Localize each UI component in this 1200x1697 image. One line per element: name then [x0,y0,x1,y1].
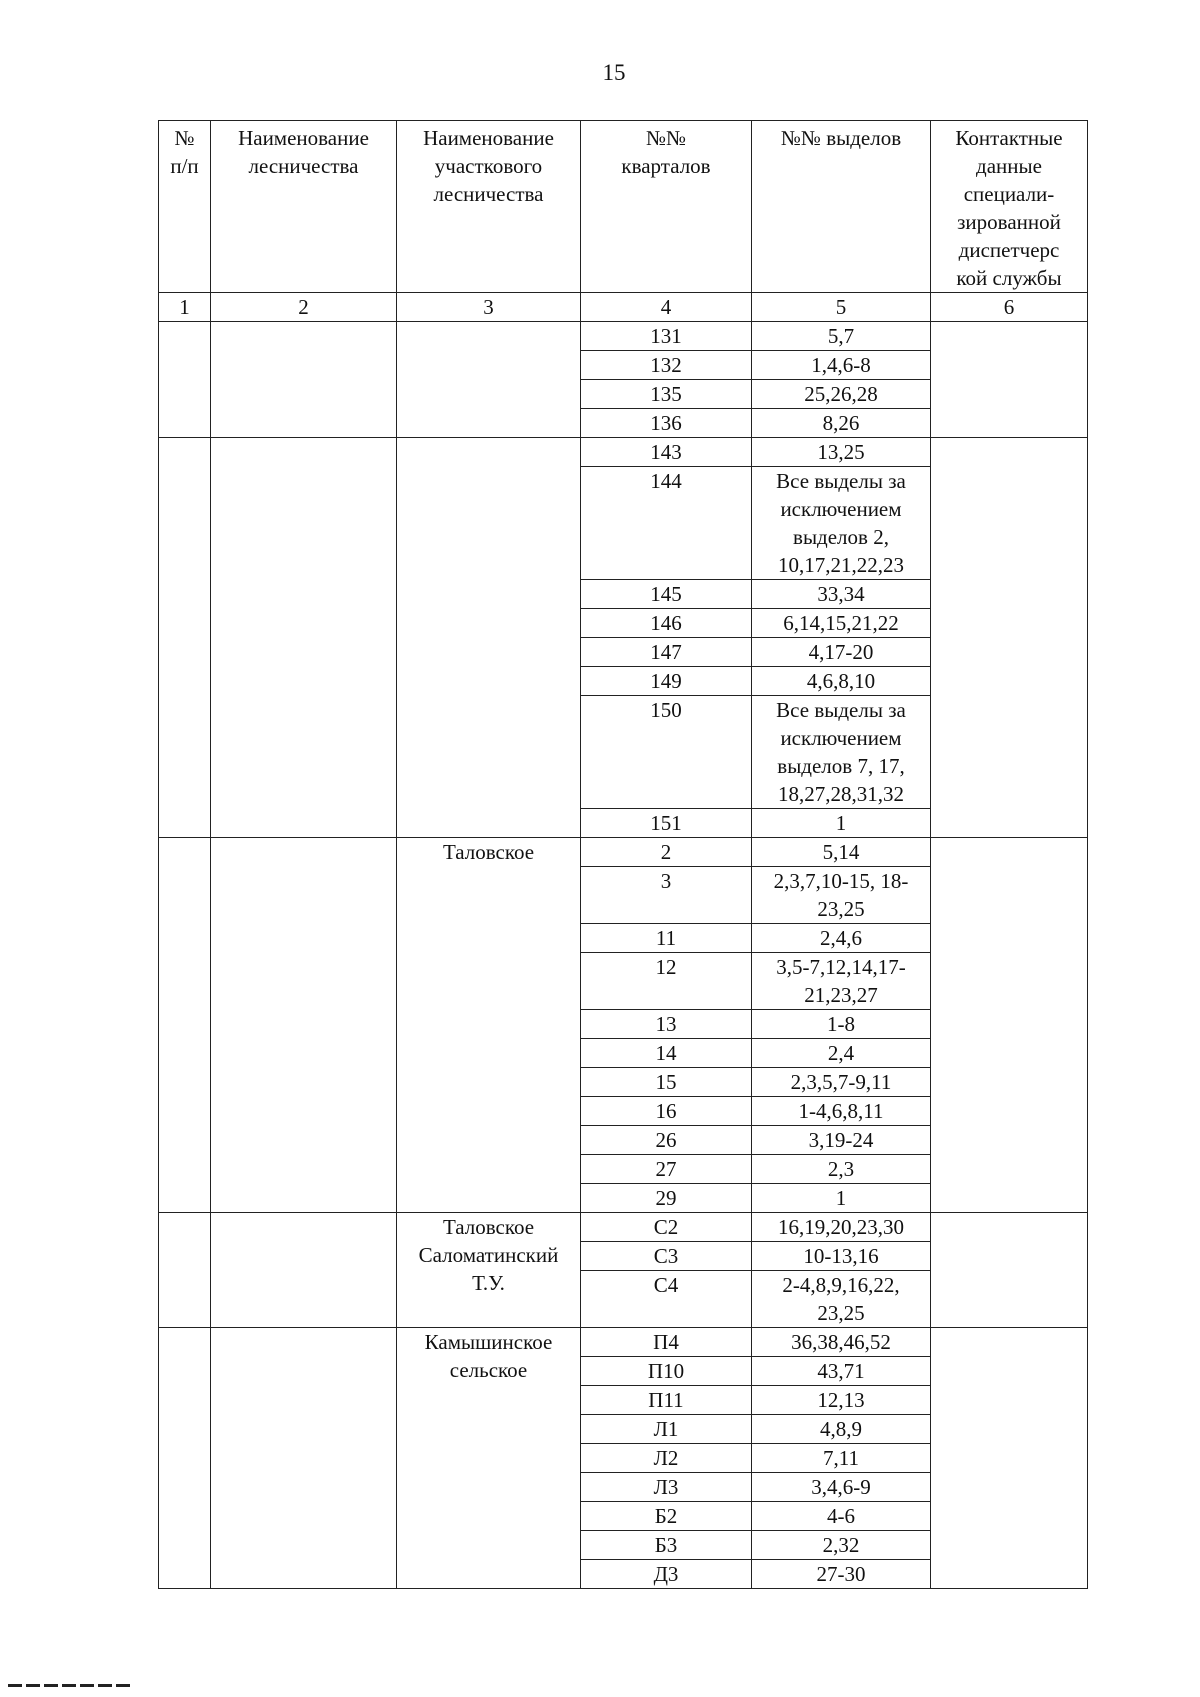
table-row [159,438,1088,467]
row-number-cell [159,438,211,838]
allotments-cell: 16,19,20,23,30 [752,1213,931,1242]
allotments-cell: 3,4,6-9 [752,1473,931,1502]
allotments-cell: 2,3 [752,1155,931,1184]
quarter-cell: Л2 [581,1444,752,1473]
allotments-cell: Все выделы за исключением выделов 2, 10,17,21,22,23 [752,467,931,580]
allotments-cell: 3,5-7,12,14,17- 21,23,27 [752,953,931,1010]
allotments-cell: 10-13,16 [752,1242,931,1271]
table-row [159,322,1088,351]
quarter-cell: П4 [581,1328,752,1357]
contacts-cell [931,1328,1088,1589]
allotments-cell: 2,4 [752,1039,931,1068]
quarter-cell: Д3 [581,1560,752,1589]
quarter-cell: С2 [581,1213,752,1242]
column-number: 1 [159,293,211,322]
allotments-cell: 2,32 [752,1531,931,1560]
quarter-cell: С4 [581,1271,752,1328]
quarter-cell: 29 [581,1184,752,1213]
district-forestry-cell [397,438,581,838]
contacts-cell [931,438,1088,838]
quarter-cell: Б3 [581,1531,752,1560]
forestry-name-cell [211,322,397,438]
quarter-cell: 135 [581,380,752,409]
allotments-cell: 5,7 [752,322,931,351]
quarter-cell: 11 [581,924,752,953]
table-body [159,322,1088,1589]
allotments-cell: 1 [752,1184,931,1213]
column-number: 6 [931,293,1088,322]
row-number-cell [159,1213,211,1328]
quarter-cell: 132 [581,351,752,380]
quarter-cell: Л1 [581,1415,752,1444]
column-number-row [159,293,1088,322]
quarter-cell: П10 [581,1357,752,1386]
contacts-cell [931,1213,1088,1328]
allotments-cell: 13,25 [752,438,931,467]
quarter-cell: 143 [581,438,752,467]
allotments-cell: 12,13 [752,1386,931,1415]
quarter-cell: 131 [581,322,752,351]
allotments-cell: 4,17-20 [752,638,931,667]
allotments-cell: 1,4,6-8 [752,351,931,380]
column-number: 2 [211,293,397,322]
allotments-cell: 1-4,6,8,11 [752,1097,931,1126]
allotments-cell: Все выделы за исключением выделов 7, 17, 18,27,28,31,32 [752,696,931,809]
quarter-cell: 12 [581,953,752,1010]
quarter-cell: 151 [581,809,752,838]
quarter-cell: 3 [581,867,752,924]
allotments-cell: 43,71 [752,1357,931,1386]
row-number-cell [159,838,211,1213]
header-number: № п/п [159,121,211,293]
quarter-cell: П11 [581,1386,752,1415]
quarter-cell: 136 [581,409,752,438]
forestry-name-cell [211,438,397,838]
allotments-cell: 4,8,9 [752,1415,931,1444]
forestry-name-cell [211,838,397,1213]
quarter-cell: 147 [581,638,752,667]
row-number-cell [159,1328,211,1589]
forestry-name-cell [211,1213,397,1328]
quarter-cell: 13 [581,1010,752,1039]
column-number: 5 [752,293,931,322]
header-forestry: Наименование лесничества [211,121,397,293]
header-allotments: №№ выделов [752,121,931,293]
forestry-name-cell [211,1328,397,1589]
allotments-cell: 27-30 [752,1560,931,1589]
quarter-cell: Л3 [581,1473,752,1502]
quarter-cell: 149 [581,667,752,696]
row-number-cell [159,322,211,438]
table-row [159,1328,1088,1357]
allotments-cell: 36,38,46,52 [752,1328,931,1357]
quarter-cell: 2 [581,838,752,867]
quarter-cell: Б2 [581,1502,752,1531]
allotments-cell: 5,14 [752,838,931,867]
contacts-cell [931,838,1088,1213]
quarter-cell: 146 [581,609,752,638]
allotments-cell: 8,26 [752,409,931,438]
allotments-cell: 4-6 [752,1502,931,1531]
allotments-cell: 2,3,5,7-9,11 [752,1068,931,1097]
quarter-cell: 145 [581,580,752,609]
quarter-cell: 15 [581,1068,752,1097]
table-row [159,838,1088,867]
table-row [159,1213,1088,1242]
table-header-row [159,121,1088,293]
quarter-cell: 27 [581,1155,752,1184]
allotments-cell: 1 [752,809,931,838]
quarter-cell: 150 [581,696,752,809]
allotments-cell: 1-8 [752,1010,931,1039]
header-quarters: №№ кварталов [581,121,752,293]
allotments-cell: 4,6,8,10 [752,667,931,696]
quarter-cell: 14 [581,1039,752,1068]
allotments-cell: 2,3,7,10-15, 18- 23,25 [752,867,931,924]
allotments-cell: 6,14,15,21,22 [752,609,931,638]
district-forestry-cell: Камышинское сельское [397,1328,581,1589]
district-forestry-cell: Таловское Саломатинский Т.У. [397,1213,581,1328]
column-number: 4 [581,293,752,322]
quarter-cell: 16 [581,1097,752,1126]
quarter-cell: 144 [581,467,752,580]
allotments-cell: 33,34 [752,580,931,609]
contacts-cell [931,322,1088,438]
column-number: 3 [397,293,581,322]
allotments-cell: 25,26,28 [752,380,931,409]
forestry-table [158,120,1088,1589]
header-district-forestry: Наименование участкового лесничества [397,121,581,293]
quarter-cell: С3 [581,1242,752,1271]
header-contacts: Контактные данные специали- зированной диспетчерс кой службы [931,121,1088,293]
allotments-cell: 3,19-24 [752,1126,931,1155]
scan-footer-mark [8,1684,130,1687]
allotments-cell: 2-4,8,9,16,22, 23,25 [752,1271,931,1328]
district-forestry-cell: Таловское [397,838,581,1213]
page-number: 15 [602,60,626,85]
allotments-cell: 2,4,6 [752,924,931,953]
quarter-cell: 26 [581,1126,752,1155]
district-forestry-cell [397,322,581,438]
allotments-cell: 7,11 [752,1444,931,1473]
